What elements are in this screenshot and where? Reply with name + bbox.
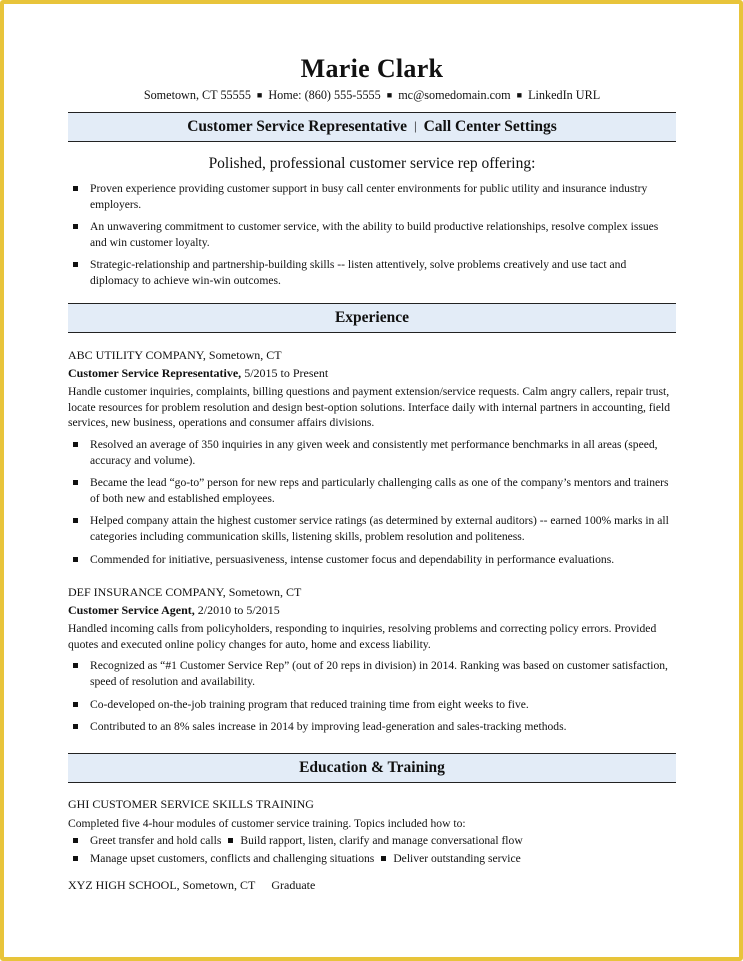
topic-item: Manage upset customers, conflicts and challenging situations bbox=[90, 851, 375, 865]
list-item: Strategic-relationship and partnership-building skills -- listen attentively, solve problems creatively and use tact and diplomacy to achieve win-win outcomes. bbox=[68, 257, 676, 288]
training-program: GHI CUSTOMER SERVICE SKILLS TRAINING bbox=[68, 797, 314, 811]
list-item: Became the lead “go-to” person for new reps and particularly challenging calls as one of the company’s mentors and trainers of both new and established employees. bbox=[68, 475, 676, 506]
education-section bbox=[68, 797, 676, 894]
job-title: Customer Service Representative, bbox=[68, 365, 242, 380]
separator-square-icon: ■ bbox=[386, 90, 393, 100]
contact-address: Sometown, CT 55555 bbox=[143, 88, 251, 102]
job-description: Handle customer inquiries, complaints, billing questions and payment extension/service requests. Calm angry callers, repair trust, locate resources for problem resolution and design best-option solutions. Interface daily with internal partners in accounting, field services, new business, operations and consumer affairs divisions. bbox=[68, 385, 671, 430]
school-name: XYZ HIGH SCHOOL, Sometown, CT bbox=[68, 878, 256, 893]
section-heading-education: Education & Training bbox=[299, 759, 445, 776]
list-item: Co-developed on-the-job training program that reduced training time from eight weeks to five. bbox=[68, 697, 676, 713]
pipe-divider: | bbox=[414, 118, 417, 133]
list-item: Commended for initiative, persuasiveness, intense customer focus and dependability in performance evaluations. bbox=[68, 552, 676, 568]
separator-square-icon bbox=[228, 838, 233, 843]
bullet-square-icon bbox=[73, 856, 78, 861]
school-line bbox=[68, 878, 676, 894]
list-item: Resolved an average of 350 inquiries in any given week and consistently met performance benchmarks in all areas (speed, accuracy and volume). bbox=[68, 437, 676, 468]
job-company: ABC UTILITY COMPANY, Sometown, CT bbox=[68, 348, 282, 362]
topics-row bbox=[68, 833, 676, 849]
education-band bbox=[68, 753, 676, 783]
list-item: Contributed to an 8% sales increase in 2014 by improving lead-generation and sales-tracking methods. bbox=[68, 719, 676, 735]
job-def bbox=[68, 585, 676, 742]
job-abc bbox=[68, 348, 676, 574]
title-band bbox=[68, 112, 676, 142]
separator-square-icon bbox=[381, 856, 386, 861]
topic-item: Greet transfer and hold calls bbox=[90, 834, 222, 848]
topic-item: Deliver outstanding service bbox=[393, 851, 521, 865]
list-item: Proven experience providing customer support in busy call center environments for public utility and insurance industry employers. bbox=[68, 181, 676, 212]
bullet-square-icon bbox=[73, 838, 78, 843]
job-achievements bbox=[68, 437, 676, 567]
experience-band bbox=[68, 303, 676, 333]
summary-heading: Polished, professional customer service rep offering: bbox=[208, 155, 536, 172]
training-description: Completed five 4-hour modules of customer service training. Topics included how to: bbox=[68, 816, 466, 830]
job-dates: 2/2010 to 5/2015 bbox=[197, 602, 280, 617]
topic-item: Build rapport, listen, clarify and manage conversational flow bbox=[240, 834, 523, 848]
title-band-role: Customer Service Representative bbox=[187, 118, 407, 135]
summary-list bbox=[68, 181, 676, 289]
separator-square-icon: ■ bbox=[516, 90, 523, 100]
job-description: Handled incoming calls from policyholders, responding to inquiries, resolving problems and correcting policy errors. Provided quotes and executed online policy changes for auto, home and excess liability. bbox=[68, 622, 657, 651]
separator-square-icon: ■ bbox=[256, 90, 263, 100]
job-role bbox=[68, 603, 676, 619]
contact-email[interactable]: mc@somedomain.com bbox=[398, 88, 511, 102]
school-status: Graduate bbox=[271, 878, 316, 893]
list-item: Recognized as “#1 Customer Service Rep” (out of 20 reps in division) in 2014. Ranking was based on customer satisfaction, speed of resolution and availability. bbox=[68, 658, 676, 689]
job-dates: 5/2015 to Present bbox=[244, 365, 329, 380]
contact-linkedin[interactable]: LinkedIn URL bbox=[528, 88, 601, 102]
job-achievements bbox=[68, 658, 676, 734]
job-company: DEF INSURANCE COMPANY, Sometown, CT bbox=[68, 585, 302, 599]
summary-section bbox=[68, 181, 676, 296]
contact-phone: Home: (860) 555-5555 bbox=[268, 88, 381, 102]
contact-line bbox=[68, 88, 676, 103]
section-heading-experience: Experience bbox=[334, 309, 410, 326]
list-item: Helped company attain the highest customer service ratings (as determined by external auditors) -- earned 100% marks in all categories including communication skills, listening skills, problem resolution and politeness. bbox=[68, 513, 676, 544]
list-item: An unwavering commitment to customer service, with the ability to build productive relationships, resolve complex issues and win customer loyalty. bbox=[68, 219, 676, 250]
topics-row bbox=[68, 851, 676, 867]
candidate-name: Marie Clark bbox=[300, 54, 444, 83]
job-title: Customer Service Agent, bbox=[68, 602, 195, 617]
job-role bbox=[68, 366, 676, 382]
title-band-setting: Call Center Settings bbox=[423, 118, 557, 135]
